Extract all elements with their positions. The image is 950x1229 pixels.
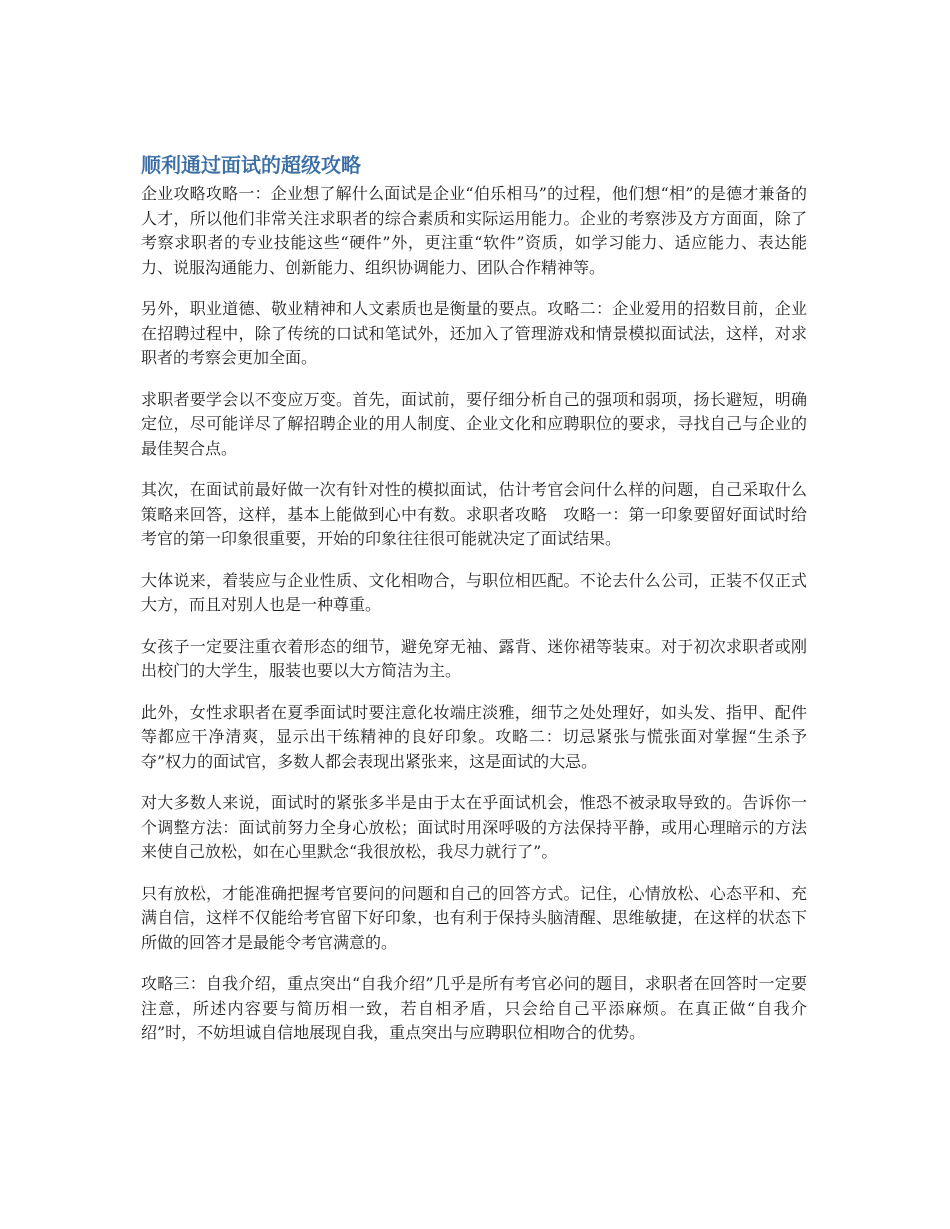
document-body — [141, 148, 807, 1063]
paragraph-5: 大体说来，着装应与企业性质、文化相吻合，与职位相匹配。不论去什么公司，正装不仅正式大方，而且对别人也是一种尊重。 — [141, 570, 807, 614]
paragraph-3: 求职者要学会以不变应万变。首先，面试前，要仔细分析自己的强项和弱项，扬长避短，明确定位，尽可能详尽了解招聘企业的用人制度、企业文化和应聘职位的要求，寻找自己与企业的最佳契合点。 — [141, 389, 807, 458]
document-title: 顺利通过面试的超级攻略 — [141, 153, 361, 177]
paragraph-8: 对大多数人来说，面试时的紧张多半是由于太在乎面试机会，惟恐不被录取导致的。告诉你一个调整方法：面试前努力全身心放松；面试时用深呼吸的方法保持平静，或用心理暗示的方法来使自己放松，如在心里默念“我很放松，我尽力就行了”。 — [141, 793, 807, 861]
paragraph-7: 此外，女性求职者在夏季面试时要注意化妆端庄淡雅，细节之处处理好，如头发、指甲、配件等都应干净清爽，显示出干练精神的良好印象。攻略二：切忌紧张与慌张面对掌握“生杀予夺”权力的面试官，多数人都会表现出紧张来，这是面试的大忌。 — [141, 702, 807, 771]
paragraph-6: 女孩子一定要注重衣着形态的细节，避免穿无袖、露背、迷你裙等装束。对于初次求职者或刚出校门的大学生，服装也要以大方简洁为主。 — [141, 636, 807, 680]
paragraph-4: 其次，在面试前最好做一次有针对性的模拟面试，估计考官会问什么样的问题，自己采取什么策略来回答，这样，基本上能做到心中有数。求职者攻略 攻略一：第一印象要留好面试时给考官的第一印象很重要，开始的印象往往很可能就决定了面试结果。 — [141, 480, 807, 548]
paragraph-9: 只有放松，才能准确把握考官要问的问题和自己的回答方式。记住，心情放松、心态平和、充满自信，这样不仅能给考官留下好印象，也有利于保持头脑清醒、思维敏捷，在这样的状态下所做的回答才是最能令考官满意的。 — [141, 883, 807, 952]
paragraph-2: 另外，职业道德、敬业精神和人文素质也是衡量的要点。攻略二：企业爱用的招数目前，企业在招聘过程中，除了传统的口试和笔试外，还加入了管理游戏和情景模拟面试法，这样，对求职者的考察会更加全面。 — [141, 299, 807, 367]
paragraph-10: 攻略三：自我介绍，重点突出“自我介绍”几乎是所有考官必问的题目，求职者在回答时一定要注意，所述内容要与简历相一致，若自相矛盾，只会给自己平添麻烦。在真正做“自我介绍”时，不妨坦诚自信地展现自我，重点突出与应聘职位相吻合的优势。 — [141, 974, 807, 1042]
paragraph-1: 企业攻略攻略一：企业想了解什么面试是企业“伯乐相马”的过程，他们想“相”的是德才兼备的人才，所以他们非常关注求职者的综合素质和实际运用能力。企业的考察涉及方方面面，除了考察求职者的专业技能这些“硬件”外，更注重“软件”资质，如学习能力、适应能力、表达能力、说服沟通能力、创新能力、组织协调能力、团队合作精神等。 — [141, 184, 807, 277]
